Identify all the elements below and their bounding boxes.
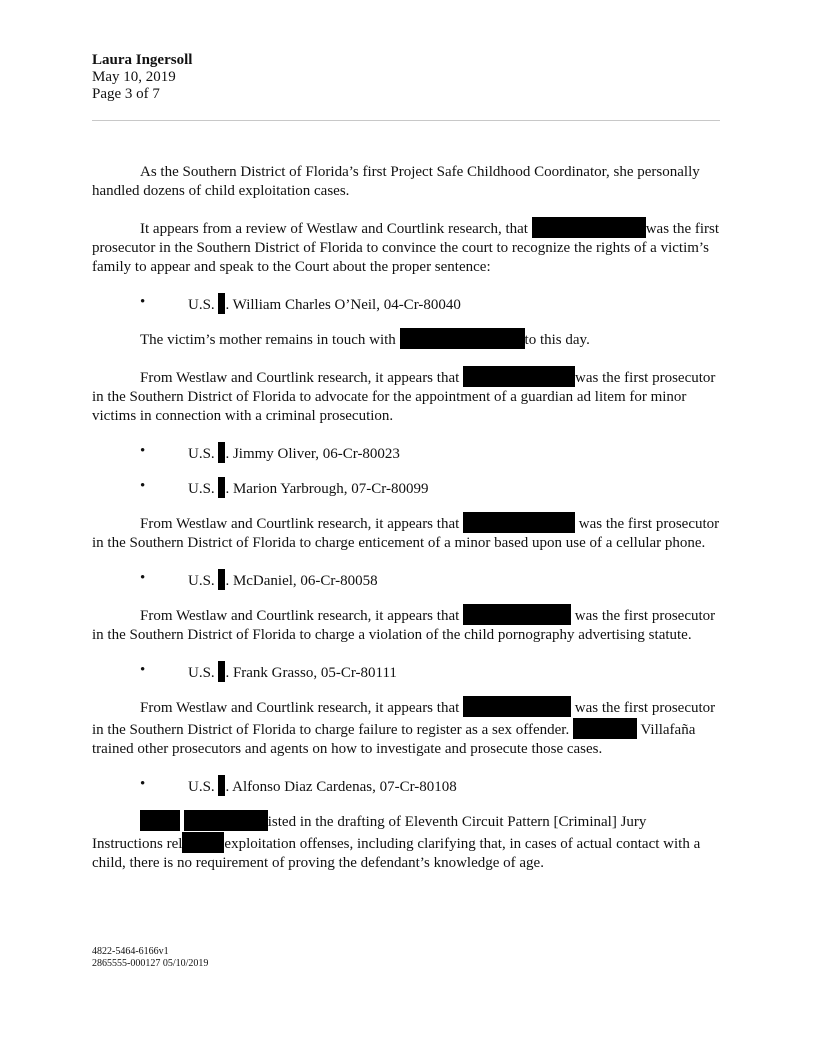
redaction-box (573, 718, 637, 739)
page-number: Page 3 of 7 (92, 86, 160, 102)
list-item: • U.S. . Jimmy Oliver, 06-Cr-80023 (140, 443, 400, 462)
paragraph: From Westlaw and Courtlink research, it appears that was the first prosecutor in the Southern District of Florida to charge failure to register as a sex offender. Villafaña trained other prosecutors and agents on how to investigate and prosecute those cases. (92, 696, 720, 759)
redaction-box (463, 366, 575, 387)
redaction-box (182, 832, 224, 853)
letter-body (92, 163, 720, 873)
redaction-box (400, 328, 525, 349)
letter-date: May 10, 2019 (92, 69, 176, 85)
document-id: 4822-5464-6166v1 (92, 946, 169, 957)
bullet-icon: • (140, 570, 146, 586)
list-item: • U.S. . William Charles O’Neil, 04-Cr-80040 (140, 294, 461, 313)
bullet-icon: • (140, 443, 146, 459)
bullet-icon: • (140, 294, 146, 310)
redaction-box (532, 217, 646, 238)
bullet-icon: • (140, 662, 146, 678)
redaction-box (463, 604, 571, 625)
letter-header (92, 52, 192, 103)
paragraph: As the Southern District of Florida’s first Project Safe Childhood Coordinator, she personally handled dozens of child exploitation cases. (92, 164, 700, 199)
paragraph: From Westlaw and Courtlink research, it appears that was the first prosecutor in the Southern District of Florida to charge a violation of the child pornography advertising statute. (92, 604, 720, 645)
bullet-icon: • (140, 776, 146, 792)
list-item: • U.S. . Frank Grasso, 05-Cr-80111 (140, 662, 397, 681)
paragraph: isted in the drafting of Eleventh Circuit Pattern [Criminal] Jury Instructions rel exploitation offenses, including clarifying that, in cases of actual contact with a child, there is no requirement of proving the defendant’s knowledge of age. (92, 810, 720, 873)
document-footer (92, 946, 208, 970)
paragraph: The victim’s mother remains in touch with to this day. (92, 328, 720, 350)
paragraph: From Westlaw and Courtlink research, it appears that was the first prosecutor in the Southern District of Florida to advocate for the appointment of a guardian ad litem for minor victims in connection with a criminal prosecution. (92, 366, 720, 426)
recipient-name: Laura Ingersoll (92, 52, 193, 68)
list-item: • U.S. . Alfonso Diaz Cardenas, 07-Cr-80108 (140, 776, 457, 795)
redaction-box (463, 512, 575, 533)
header-divider (92, 120, 720, 121)
redaction-box (463, 696, 571, 717)
matter-number: 2865555-000127 05/10/2019 (92, 958, 209, 969)
redaction-box (140, 810, 180, 831)
paragraph: From Westlaw and Courtlink research, it appears that was the first prosecutor in the Southern District of Florida to charge enticement of a minor based upon use of a cellular phone. (92, 512, 720, 553)
list-item: • U.S. . Marion Yarbrough, 07-Cr-80099 (140, 478, 429, 497)
list-item: • U.S. . McDaniel, 06-Cr-80058 (140, 570, 378, 589)
bullet-icon: • (140, 478, 146, 494)
redaction-box (184, 810, 268, 831)
paragraph: It appears from a review of Westlaw and Courtlink research, that was the first prosecutor in the Southern District of Florida to convince the court to recognize the rights of a victim’s family to appear and speak to the Court about the proper sentence: (92, 217, 720, 277)
